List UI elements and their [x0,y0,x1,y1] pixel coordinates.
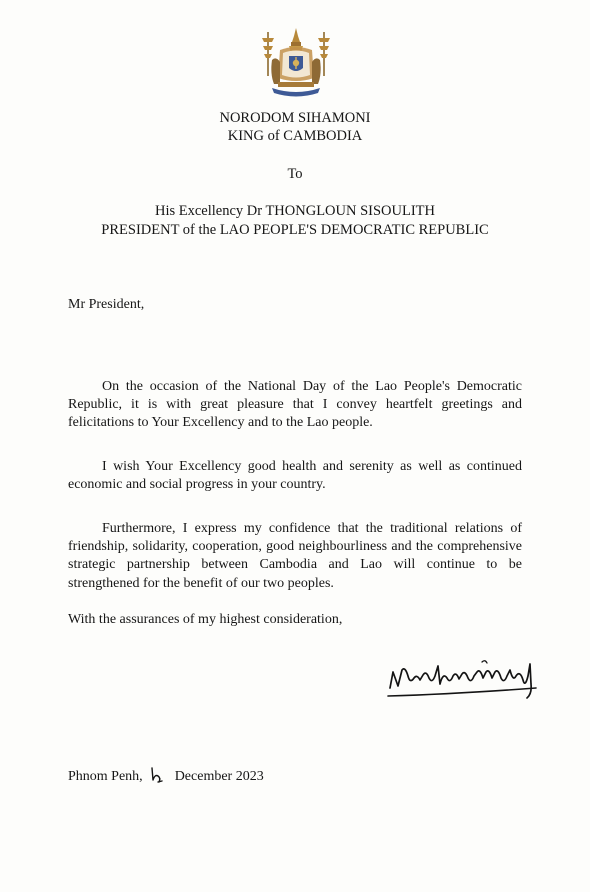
sender-name: NORODOM SIHAMONI [219,110,371,126]
recipient-name: His Excellency Dr THONGLOUN SISOULITH [154,203,436,219]
handwritten-signature-icon [386,654,544,704]
handwritten-day-icon [149,766,163,784]
royal-crest-icon [258,26,334,100]
body-paragraph-1: On the occasion of the National Day of the Lao People's Democratic Republic, it is with great pleasure that I convey heartfelt greetings and felicitations to Your Excellency and to the Lao people. [68,379,522,431]
closing-line: With the assurances of my highest consideration, [68,612,343,627]
recipient-title: PRESIDENT of the LAO PEOPLE'S DEMOCRATIC REPUBLIC [101,222,489,238]
date-text: December 2023 [174,769,264,784]
place-text: Phnom Penh, [68,769,143,784]
place-and-date [68,766,264,785]
to-label: To [287,166,303,182]
body-paragraph-3: Furthermore, I express my confidence that the traditional relations of friendship, solidarity, cooperation, good neighbourliness and the comprehensive strategic partnership between Cambodia and Lao will continue to be strengthened for the benefit of our two peoples. [68,521,522,591]
body-paragraph-2: I wish Your Excellency good health and serenity as well as continued economic and social progress in your country. [68,459,522,493]
salutation: Mr President, [68,297,145,312]
sender-title: KING of CAMBODIA [227,128,363,144]
